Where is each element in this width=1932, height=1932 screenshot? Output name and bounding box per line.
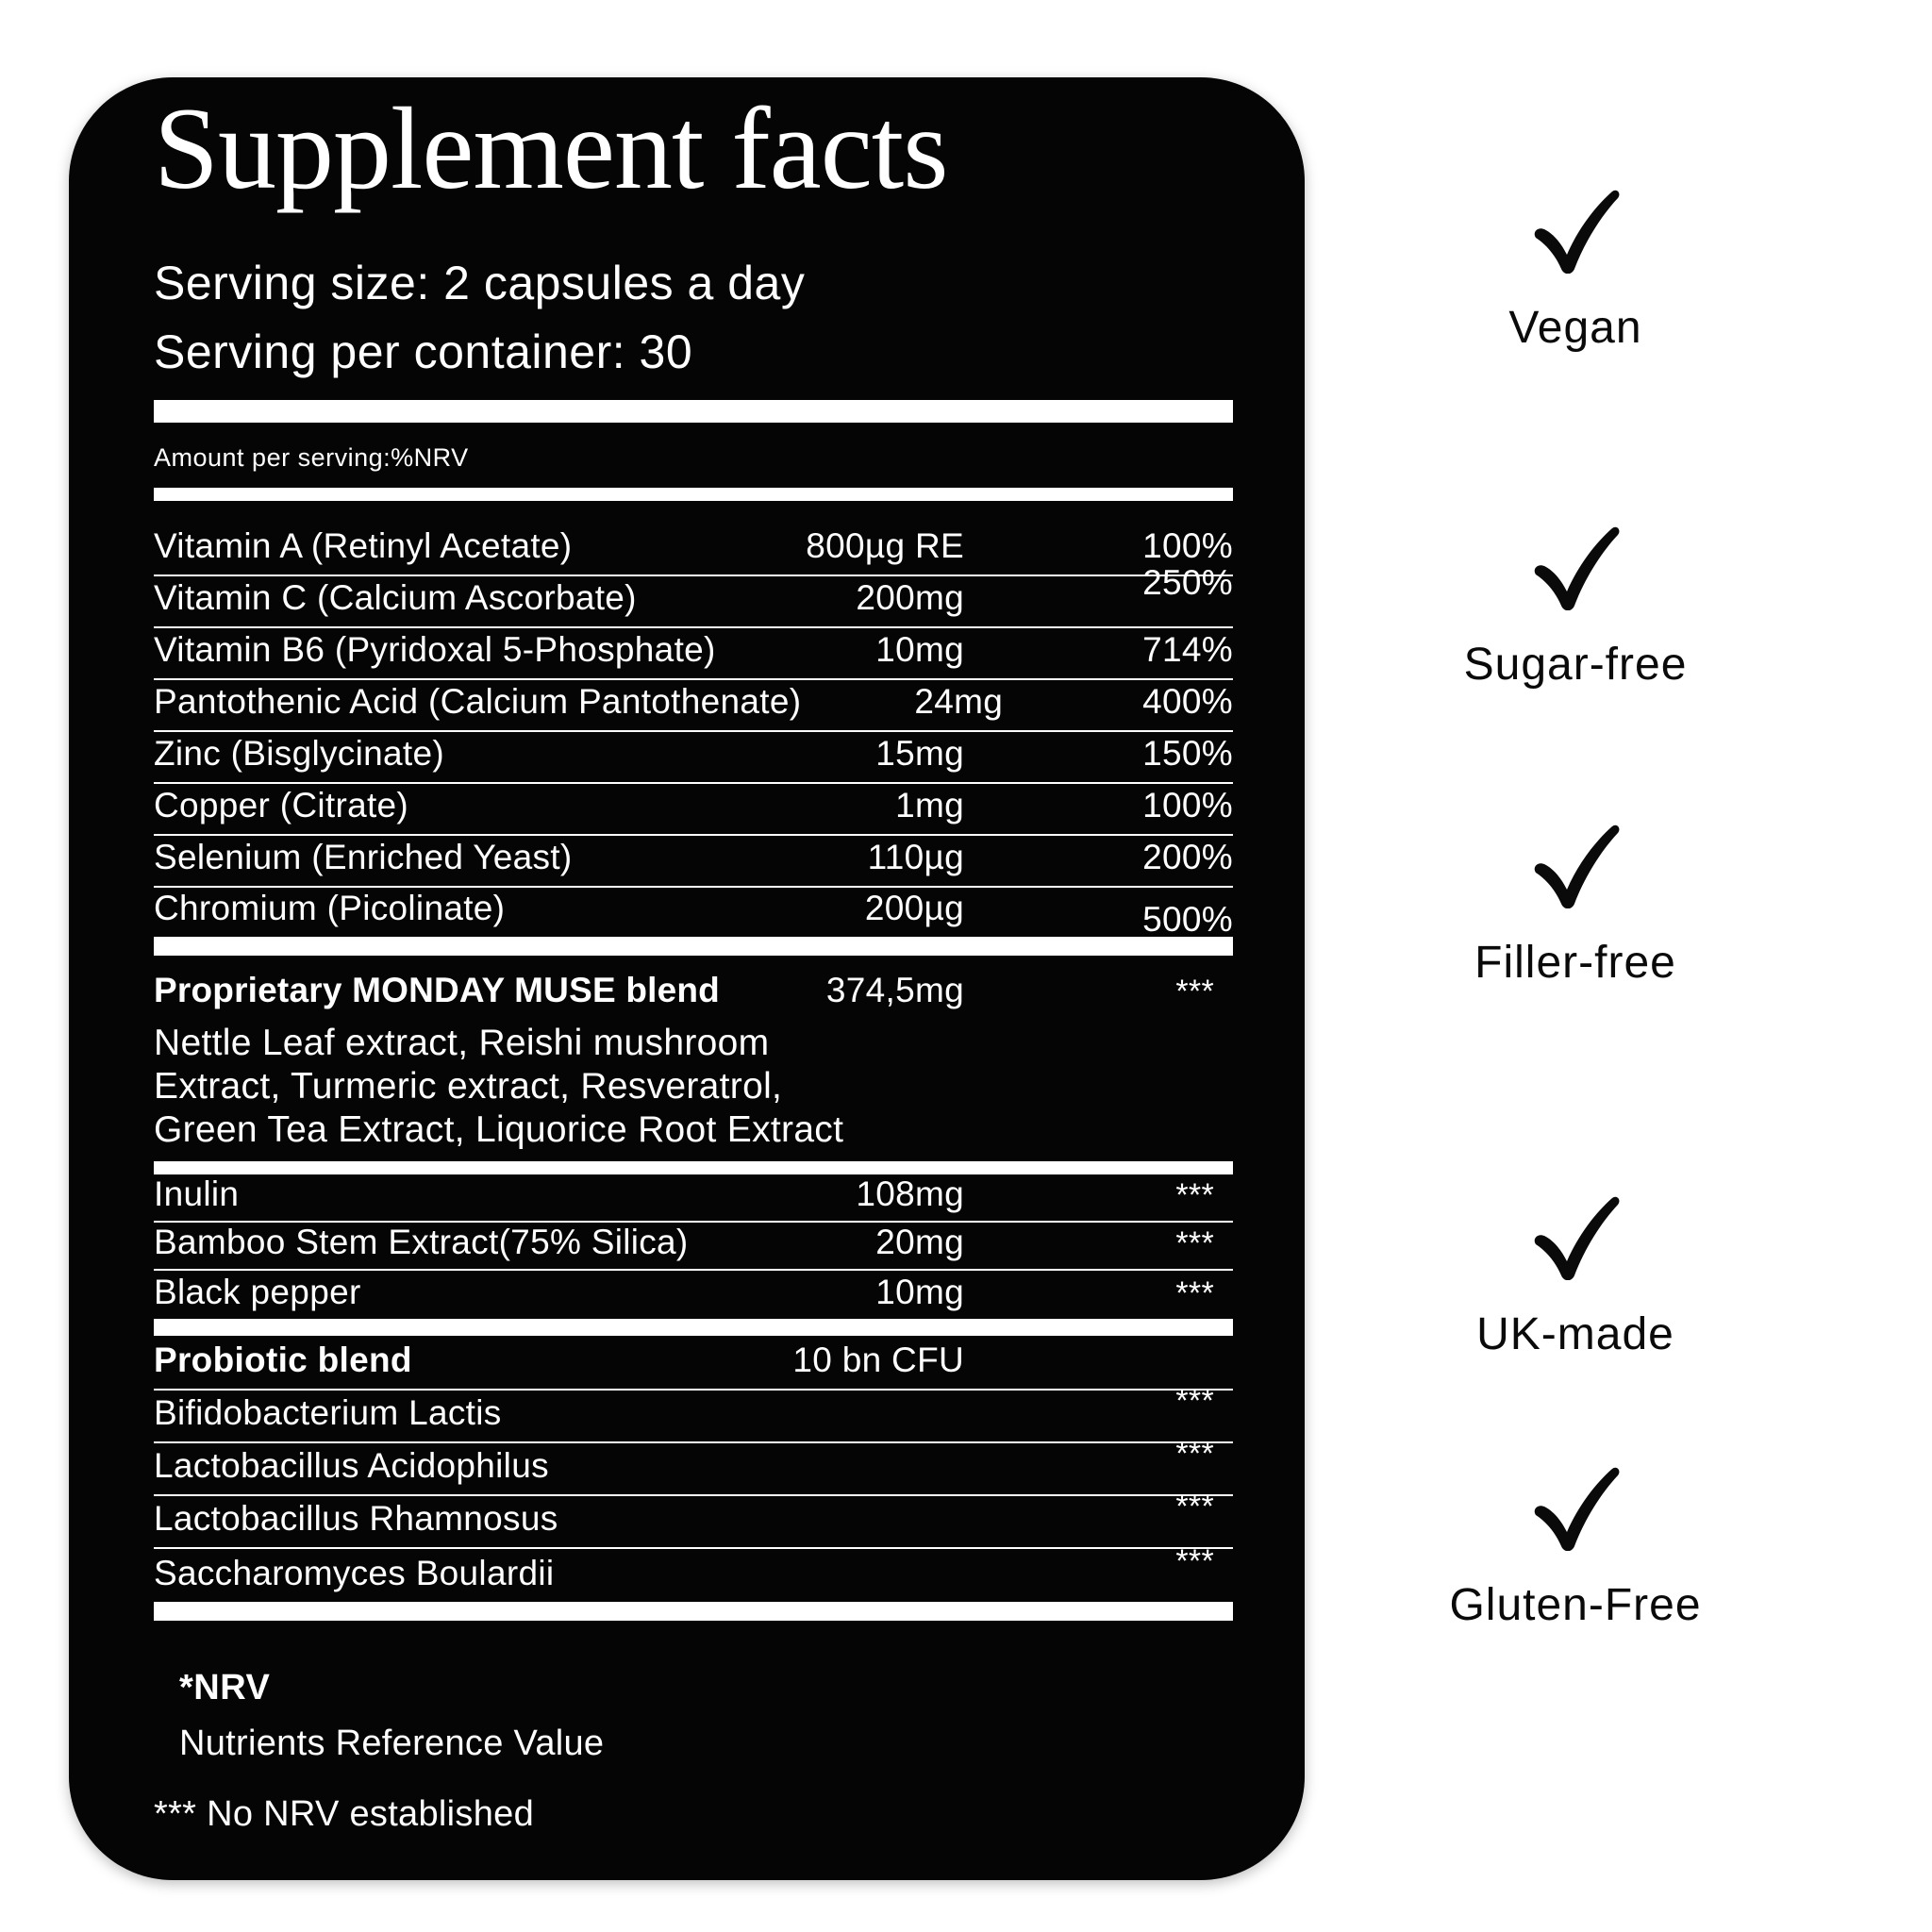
vitamins-table — [154, 501, 1233, 937]
badge-label: Sugar-free — [1463, 640, 1688, 690]
nutrient-amount: 15mg — [875, 734, 964, 773]
nutrient-nrv: *** — [1175, 1275, 1214, 1311]
nutrient-amount: 1mg — [895, 786, 964, 824]
proprietary-blend-row — [154, 956, 1233, 1022]
badge-label: UK-made — [1476, 1309, 1674, 1359]
table-row — [154, 732, 1233, 784]
nutrient-amount: 10mg — [875, 1273, 964, 1311]
strain-name: Bifidobacterium Lactis — [154, 1393, 502, 1432]
nutrient-name: Copper (Citrate) — [154, 786, 409, 824]
table-row — [154, 888, 1233, 937]
strain-name: Lactobacillus Rhamnosus — [154, 1499, 558, 1538]
table-row — [154, 1223, 1233, 1271]
badge-uk-made — [1368, 1191, 1783, 1360]
badge-label: Vegan — [1508, 303, 1642, 353]
nutrient-amount: 200mg — [856, 578, 964, 617]
serving-size: Serving size: 2 capsules a day — [154, 257, 806, 309]
nrv-footnote-title: *NRV — [179, 1668, 271, 1707]
blend-nrv: *** — [1175, 974, 1214, 1009]
strain-name: Saccharomyces Boulardii — [154, 1554, 555, 1592]
table-row — [154, 784, 1233, 836]
nutrient-name: Vitamin A (Retinyl Acetate) — [154, 526, 573, 565]
footnotes — [154, 1668, 1233, 1835]
nutrient-name: Inulin — [154, 1174, 240, 1213]
divider-thick — [154, 1161, 1233, 1174]
table-row — [154, 1174, 1233, 1223]
badge-filler-free — [1368, 819, 1783, 989]
panel-title: Supplement facts — [154, 84, 948, 213]
nutrient-name: Black pepper — [154, 1273, 361, 1311]
divider-medium — [154, 488, 1233, 501]
nrv-footnote-text: Nutrients Reference Value — [179, 1724, 605, 1763]
table-row — [154, 1489, 1233, 1549]
nutrient-amount: 200µg — [864, 889, 964, 927]
nutrient-amount: 20mg — [875, 1223, 964, 1261]
checkmark-icon — [1528, 819, 1623, 908]
badge-gluten-free — [1368, 1461, 1783, 1631]
blend-name: Proprietary MONDAY MUSE blend — [154, 971, 720, 1009]
nutrient-name: Pantothenic Acid (Calcium Pantothenate) — [154, 682, 802, 721]
checkmark-icon — [1528, 521, 1623, 610]
nutrient-amount: 800µg RE — [806, 526, 964, 565]
nutrient-nrv: *** — [1175, 1177, 1214, 1213]
blend-ingredients-line: Extract, Turmeric extract, Resveratrol, — [154, 1066, 783, 1107]
probiotic-blend-amount: 10 bn CFU — [792, 1341, 964, 1379]
servings-per-container: Serving per container: 30 — [154, 325, 693, 378]
badge-vegan — [1368, 184, 1783, 354]
checkmark-icon — [1528, 1191, 1623, 1280]
nutrient-amount: 10mg — [875, 630, 964, 669]
badge-label: Filler-free — [1474, 938, 1676, 988]
nutrient-nrv: 500% — [1142, 900, 1233, 939]
table-header — [154, 423, 1233, 488]
strain-nrv: *** — [1175, 1383, 1214, 1419]
checkmark-icon — [1528, 184, 1623, 274]
badge-sugar-free — [1368, 521, 1783, 691]
amount-per-serving-label: Amount per serving: — [154, 443, 391, 472]
table-row — [154, 1543, 1233, 1602]
extras-table — [154, 1174, 1233, 1319]
table-row — [154, 1271, 1233, 1319]
nutrient-nrv: 100% — [1142, 786, 1233, 824]
nrv-header-label: %NRV — [391, 443, 469, 472]
blend-ingredients — [154, 1022, 1233, 1152]
badge-label: Gluten-Free — [1449, 1580, 1702, 1630]
probiotic-strains-table — [154, 1383, 1233, 1602]
nutrient-amount: 110µg — [867, 838, 964, 876]
divider-thick — [154, 937, 1233, 956]
blend-ingredients-line: Nettle Leaf extract, Reishi mushroom — [154, 1023, 770, 1063]
nutrient-nrv: 100% — [1142, 526, 1233, 565]
table-row — [154, 628, 1233, 680]
supplement-facts-panel — [69, 77, 1305, 1880]
divider-thick — [154, 1319, 1233, 1336]
nutrient-nrv: 200% — [1142, 838, 1233, 876]
nutrient-name: Selenium (Enriched Yeast) — [154, 838, 573, 876]
serving-info — [154, 249, 1233, 387]
nutrient-nrv: 250% — [1142, 563, 1233, 602]
nutrient-name: Vitamin B6 (Pyridoxal 5-Phosphate) — [154, 630, 716, 669]
strain-nrv: *** — [1175, 1543, 1214, 1579]
table-row — [154, 563, 1233, 628]
nutrient-nrv: 714% — [1142, 630, 1233, 669]
strain-nrv: *** — [1175, 1436, 1214, 1472]
nutrient-name: Vitamin C (Calcium Ascorbate) — [154, 578, 637, 617]
divider-thick — [154, 400, 1233, 423]
strain-nrv: *** — [1175, 1489, 1214, 1524]
no-nrv-footnote: *** No NRV established — [154, 1794, 535, 1834]
divider-thick — [154, 1602, 1233, 1621]
nutrient-nrv: 400% — [1142, 682, 1233, 721]
strain-name: Lactobacillus Acidophilus — [154, 1446, 549, 1485]
blend-amount: 374,5mg — [825, 971, 964, 1009]
nutrient-nrv: 150% — [1142, 734, 1233, 773]
nutrient-name: Zinc (Bisglycinate) — [154, 734, 444, 773]
checkmark-icon — [1528, 1461, 1623, 1551]
table-row — [154, 680, 1233, 732]
nutrient-name: Bamboo Stem Extract(75% Silica) — [154, 1223, 689, 1261]
nutrient-amount: 24mg — [914, 682, 1004, 721]
nutrient-amount: 108mg — [856, 1174, 964, 1213]
table-row — [154, 836, 1233, 888]
nutrient-nrv: *** — [1175, 1225, 1214, 1261]
blend-ingredients-line: Green Tea Extract, Liquorice Root Extract — [154, 1109, 844, 1150]
nutrient-name: Chromium (Picolinate) — [154, 889, 506, 927]
probiotic-blend-name: Probiotic blend — [154, 1341, 412, 1379]
